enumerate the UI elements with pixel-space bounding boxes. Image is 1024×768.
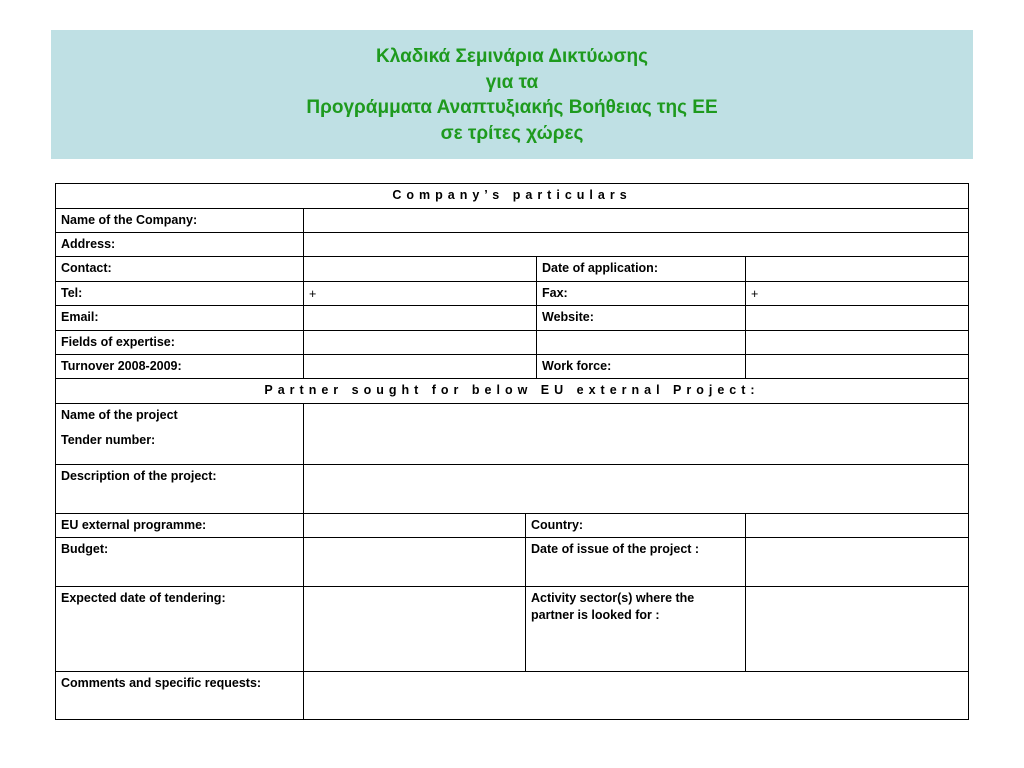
email-label: Email: — [56, 306, 304, 330]
expected-date-label: Expected date of tendering: — [56, 587, 304, 671]
work-force-label: Work force: — [537, 355, 746, 378]
contact-field[interactable] — [304, 257, 537, 281]
section-header-company — [56, 184, 968, 209]
description-label: Description of the project: — [56, 465, 304, 513]
date-application-field[interactable] — [746, 257, 968, 281]
form-row-expertise — [56, 331, 968, 355]
form-row-comments — [56, 672, 968, 719]
comments-field[interactable] — [304, 672, 968, 719]
country-field[interactable] — [746, 514, 968, 537]
form-row-company-name — [56, 209, 968, 233]
form-row-contact — [56, 257, 968, 282]
tel-field[interactable]: + — [304, 282, 537, 305]
expected-date-field[interactable] — [304, 587, 526, 671]
fax-label: Fax: — [537, 282, 746, 305]
title-line-3: Προγράμματα Αναπτυξιακής Βοήθειας της ΕΕ — [306, 97, 718, 118]
address-label: Address: — [56, 233, 304, 256]
form-row-programme — [56, 514, 968, 538]
company-name-label: Name of the Company: — [56, 209, 304, 232]
turnover-field[interactable] — [304, 355, 537, 378]
activity-sector-label: Activity sector(s) where the partner is looked for : — [526, 587, 746, 671]
title-line-4: σε τρίτες χώρες — [440, 122, 584, 144]
form-row-email — [56, 306, 968, 331]
form-row-expected-date — [56, 587, 968, 672]
date-issue-field[interactable] — [746, 538, 968, 586]
contact-label: Contact: — [56, 257, 304, 281]
fields-expertise-label: Fields of expertise: — [56, 331, 304, 354]
title-banner — [51, 30, 973, 159]
application-form-table — [55, 183, 969, 720]
section-title-partner: Partner sought for below EU external Project: — [264, 383, 760, 397]
form-row-turnover — [56, 355, 968, 379]
title-line-1: Κλαδικά Σεμινάρια Δικτύωσης — [376, 46, 648, 67]
turnover-label: Turnover 2008-2009: — [56, 355, 304, 378]
section-title-company: Company’s particulars — [392, 188, 632, 202]
website-field[interactable] — [746, 306, 968, 330]
fields-expertise-field[interactable] — [304, 331, 537, 354]
date-issue-label: Date of issue of the project : — [526, 538, 746, 586]
tender-number-label: Tender number: — [61, 433, 156, 447]
email-field[interactable] — [304, 306, 537, 330]
budget-field[interactable] — [304, 538, 526, 586]
section-header-partner — [56, 379, 968, 404]
project-name-field[interactable] — [304, 404, 968, 464]
form-row-project-name — [56, 404, 968, 465]
comments-label: Comments and specific requests: — [56, 672, 304, 719]
work-force-field[interactable] — [746, 355, 968, 378]
activity-sector-field[interactable] — [746, 587, 968, 671]
address-field[interactable] — [304, 233, 968, 256]
eu-programme-label: EU external programme: — [56, 514, 304, 537]
form-row-budget — [56, 538, 968, 587]
eu-programme-field[interactable] — [304, 514, 526, 537]
title-line-2: για τα — [485, 71, 539, 93]
form-row-address — [56, 233, 968, 257]
form-row-description — [56, 465, 968, 514]
project-name-label-cell — [56, 404, 304, 464]
description-field[interactable] — [304, 465, 968, 513]
date-application-label: Date of application: — [537, 257, 746, 281]
company-name-field[interactable] — [304, 209, 968, 232]
budget-label: Budget: — [56, 538, 304, 586]
website-label: Website: — [537, 306, 746, 330]
expertise-extra-field-2[interactable] — [746, 331, 968, 354]
fax-field[interactable]: + — [751, 287, 759, 301]
tel-label: Tel: — [56, 282, 304, 305]
project-name-label: Name of the project — [61, 408, 178, 422]
expertise-extra-field[interactable] — [537, 331, 746, 354]
form-row-tel — [56, 282, 968, 306]
country-label: Country: — [526, 514, 746, 537]
